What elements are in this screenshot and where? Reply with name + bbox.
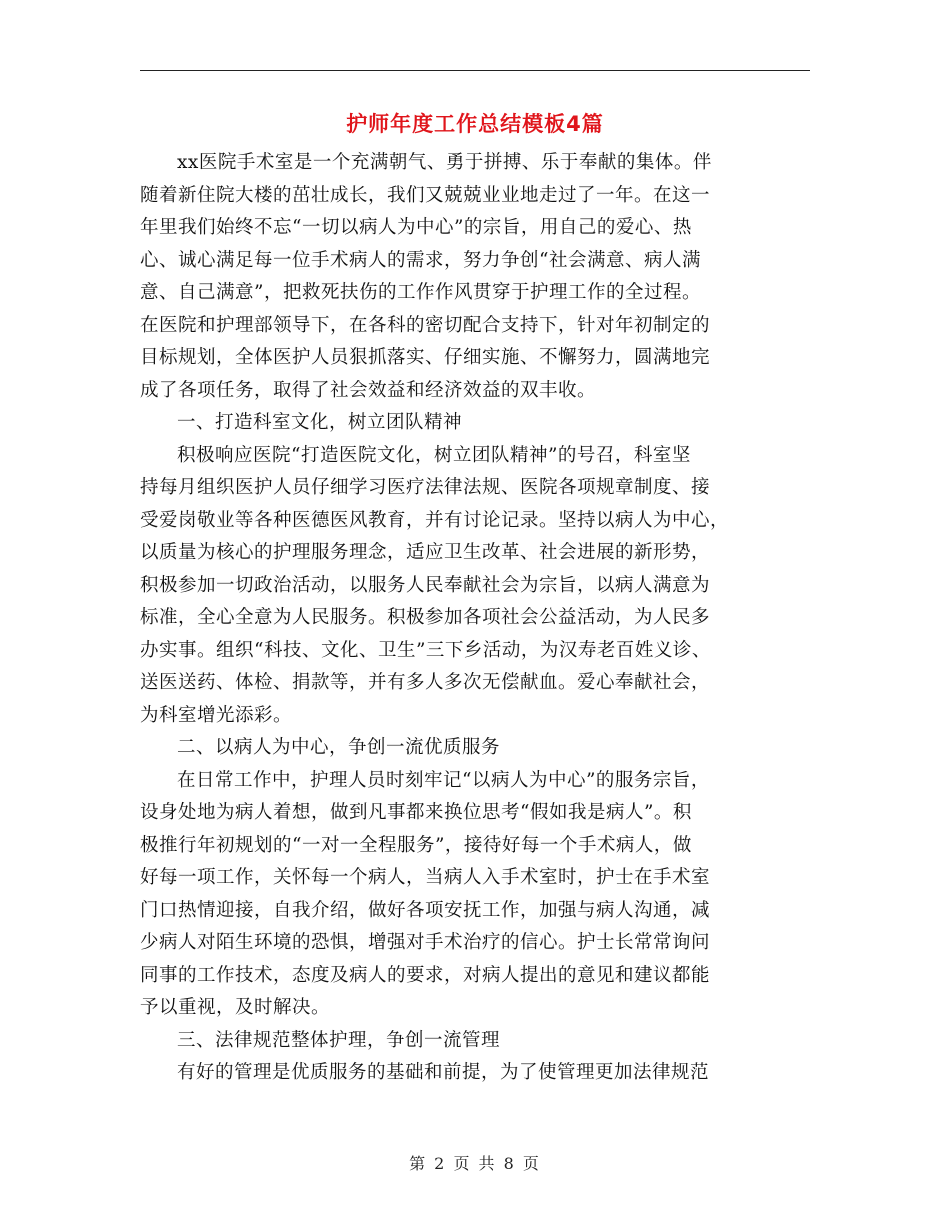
text-line: 在医院和护理部领导下，在各科的密切配合支持下，针对年初制定的 [140,314,711,336]
text-line: 意、自己满意”，把救死扶伤的工作作风贯穿于护理工作的全过程。 [140,282,701,303]
text-line: 受爱岗敬业等各种医德医风教育，并有讨论记录。坚持以病人为中心， [140,509,730,531]
page-footer: 第 2 页 共 8 页 [409,1154,541,1173]
text-line: 年里我们始终不忘“一切以病人为中心”的宗旨，用自己的爱心、热 [140,217,692,238]
text-line: 积极响应医院“打造医院文化，树立团队精神”的号召，科室坚 [177,444,691,466]
text-line: 同事的工作技术，态度及病人的要求，对病人提出的意见和建议都能 [140,964,711,986]
text-line: 在日常工作中，护理人员时刻牢记“以病人为中心”的服务宗旨， [177,769,710,791]
body-paragraph [140,440,810,733]
text-line: 为科室增光添彩。 [140,704,293,726]
body-paragraph [140,765,810,1025]
text-line: 少病人对陌生环境的恐惧，增强对手术治疗的信心。护士长常常询问 [140,932,711,953]
text-line: 持每月组织医护人员仔细学习医疗法律法规、医院各项规章制度、接 [140,477,711,498]
text-line: 三、法律规范整体护理，争创一流管理 [177,1029,501,1051]
text-line: 心、诚心满足每一位手术病人的需求，努力争创“社会满意、病人满 [140,249,701,271]
section-heading [140,1025,810,1058]
header-rule [140,70,810,71]
text-line: 极推行年初规划的“一对一全程服务”，接待好每一个手术病人，做 [140,834,692,856]
text-line: 标准，全心全意为人民服务。积极参加各项社会公益活动，为人民多 [140,607,711,628]
text-line: 予以重视，及时解决。 [140,997,331,1018]
document-body [140,147,810,1090]
text-line: 办实事。组织“科技、文化、卫生”三下乡活动，为汉寿老百姓义诊、 [140,639,711,661]
text-line: 积极参加一切政治活动，以服务人民奉献社会为宗旨，以病人满意为 [140,574,711,596]
text-line: 一、打造科室文化，树立团队精神 [177,412,463,433]
text-line: 目标规划，全体医护人员狠抓落实、仔细实施、不懈努力，圆满地完 [140,347,711,368]
text-line: 随着新住院大楼的茁壮成长，我们又兢兢业业地走过了一年。在这一 [140,184,711,206]
text-line: xx医院手术室是一个充满朝气、勇于拼搏、乐于奉献的集体。伴 [177,152,712,173]
text-line: 二、以病人为中心，争创一流优质服务 [177,737,501,758]
text-line: 以质量为核心的护理服务理念，适应卫生改革、社会进展的新形势， [140,542,711,563]
document-title: 护师年度工作总结模板4篇 [346,112,604,136]
text-line: 有好的管理是优质服务的基础和前提，为了使管理更加法律规范 [177,1062,710,1083]
text-line: 门口热情迎接，自我介绍，做好各项安抚工作，加强与病人沟通，减 [140,899,711,921]
body-paragraph [140,147,810,407]
text-line: 设身处地为病人着想，做到凡事都来换位思考“假如我是病人”。积 [140,802,692,823]
text-line: 送医送药、体检、捐款等，并有多人多次无偿献血。爱心奉献社会， [140,672,711,693]
body-paragraph [140,1057,810,1090]
text-line: 好每一项工作，关怀每一个病人，当病人入手术室时，护士在手术室 [140,867,711,888]
section-heading [140,732,810,765]
text-line: 成了各项任务，取得了社会效益和经济效益的双丰收。 [140,379,597,401]
section-heading [140,407,810,440]
